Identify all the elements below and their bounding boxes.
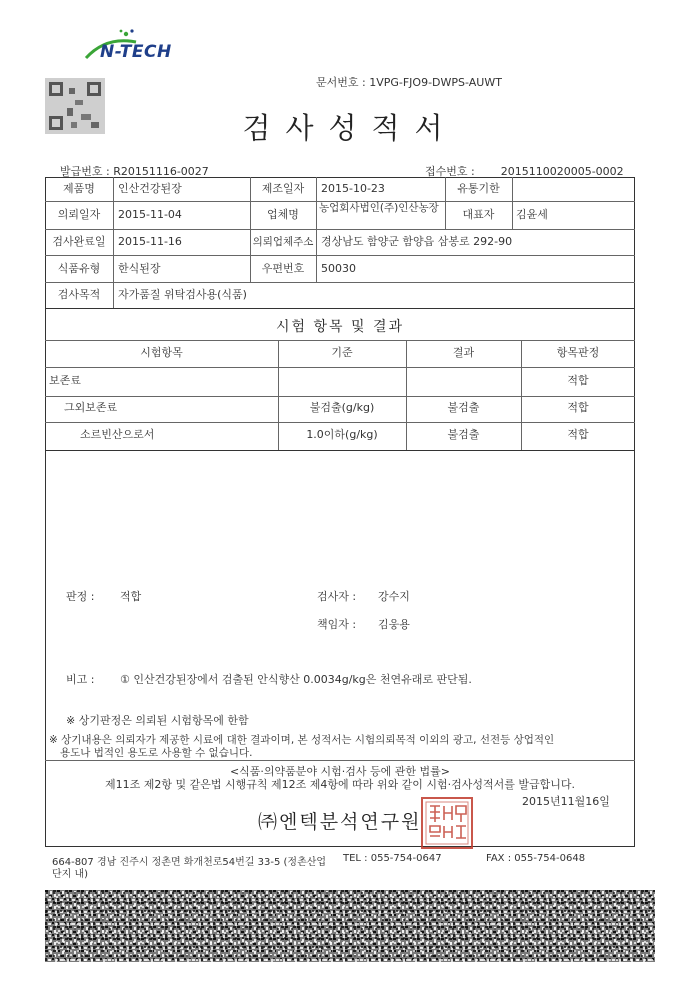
row-divider [45,229,635,230]
result-judgment: 적합 [567,428,589,441]
manager-name: 김웅용 [378,618,410,631]
row-divider [45,367,635,368]
food-type-value: 한식된장 [118,262,161,275]
footer-address-line1: 664-807 경남 진주시 정촌면 화개천로54번길 33-5 (정촌산업 [52,857,327,868]
judgment-label: 판정 : [66,590,95,603]
complete-date-value: 2015-11-16 [118,235,182,248]
issue-date: 2015년11월16일 [522,795,610,808]
legal-divider [45,760,635,761]
purpose-label: 검사목적 [57,288,101,301]
inspector-label: 검사자 : [317,590,357,603]
result-standard: 불검출(g/kg) [309,401,375,414]
security-barcode [45,890,655,962]
footer-tel: TEL : 055-754-0647 [343,853,442,864]
purpose-value: 자가품질 위탁검사용(식품) [118,288,247,301]
page-title: 검사성적서 [242,111,458,145]
address-label: 의뢰업체주소 [252,236,314,248]
ceo-value: 김윤세 [516,208,548,221]
request-date-value: 2015-11-04 [118,208,182,221]
note-usage-line1: ※ 상기내용은 의뢰자가 제공한 시료에 대한 결과이며, 본 성적서는 시험의뢰목적 이외의 광고, 선전등 상업적인 [49,734,555,746]
product-name-value: 인산건강된장 [118,182,182,195]
row-divider [45,340,635,341]
col-divider [113,177,114,308]
col-divider [316,177,317,282]
row-divider [45,282,635,283]
inspector-name: 강수지 [378,590,410,603]
row-divider [45,255,635,256]
expiry-label: 유통기한 [457,182,500,195]
note-usage-line2: 용도나 법적인 용도로 사용할 수 없습니다. [60,747,253,759]
row-divider [45,308,635,309]
postal-label: 우편번호 [261,262,305,275]
remark-label: 비고 : [66,673,95,686]
complete-date-label: 검사완료일 [52,235,106,248]
row-divider [45,422,635,423]
law-text: 제11조 제2항 및 같은법 시행규칙 제12조 제4항에 따라 위와 같이 시험·검사성적서를 발급합니다. [105,778,575,791]
receipt-number: 접수번호 : 2015110020005-0002 [425,165,624,178]
result-standard: 1.0이하(g/kg) [306,428,378,441]
result-value: 불검출 [447,401,480,414]
ceo-label: 대표자 [462,208,495,221]
result-item: 그외보존료 [64,401,118,414]
issue-number: 발급번호 : R20151116-0027 [60,165,209,178]
footer-address-line2: 단지 내) [52,869,89,880]
product-name-label: 제품명 [63,182,95,195]
result-item: 보존료 [49,374,81,387]
company-value: 농업회사법인(주)인산농장 [319,202,439,214]
note-scope: ※ 상기판정은 의뢰된 시험항목에 한함 [66,714,249,727]
law-title: <식품·의약품분야 시험·검사 등에 관한 법률> [229,765,451,778]
col-divider [512,177,513,229]
official-seal [420,796,474,850]
judgment-value: 적합 [120,590,142,603]
result-item: 소르빈산으로서 [80,428,155,441]
footer-fax: FAX : 055-754-0648 [486,853,586,864]
document-number: 문서번호 : 1VPG-FJO9-DWPS-AUWT [316,76,502,89]
header-standard: 기준 [331,346,353,359]
row-divider [45,396,635,397]
remark-text: ① 인산건강된장에서 검출된 안식향산 0.0034g/kg은 천연유래로 판단됨. [120,673,472,686]
company-label: 업체명 [267,208,299,221]
mfg-date-value: 2015-10-23 [321,182,385,195]
mfg-date-label: 제조일자 [261,182,305,195]
results-title: 시험 항목 및 결과 [275,319,405,335]
header-result: 결과 [452,346,475,359]
result-judgment: 적합 [567,374,589,387]
logo-text: N-TECH [100,42,172,62]
request-date-label: 의뢰일자 [57,208,101,221]
header-item: 시험항목 [140,346,183,359]
header-judgment: 항목판정 [556,346,600,359]
organization-name: ㈜엔텍분석연구원 [258,811,422,833]
result-judgment: 적합 [567,401,589,414]
manager-label: 책임자 : [317,618,357,631]
address-value: 경상남도 함양군 함양읍 삼봉로 292-90 [321,235,513,248]
result-value: 불검출 [447,428,480,441]
food-type-label: 식품유형 [57,262,101,275]
row-divider [45,450,635,451]
postal-value: 50030 [321,262,356,275]
